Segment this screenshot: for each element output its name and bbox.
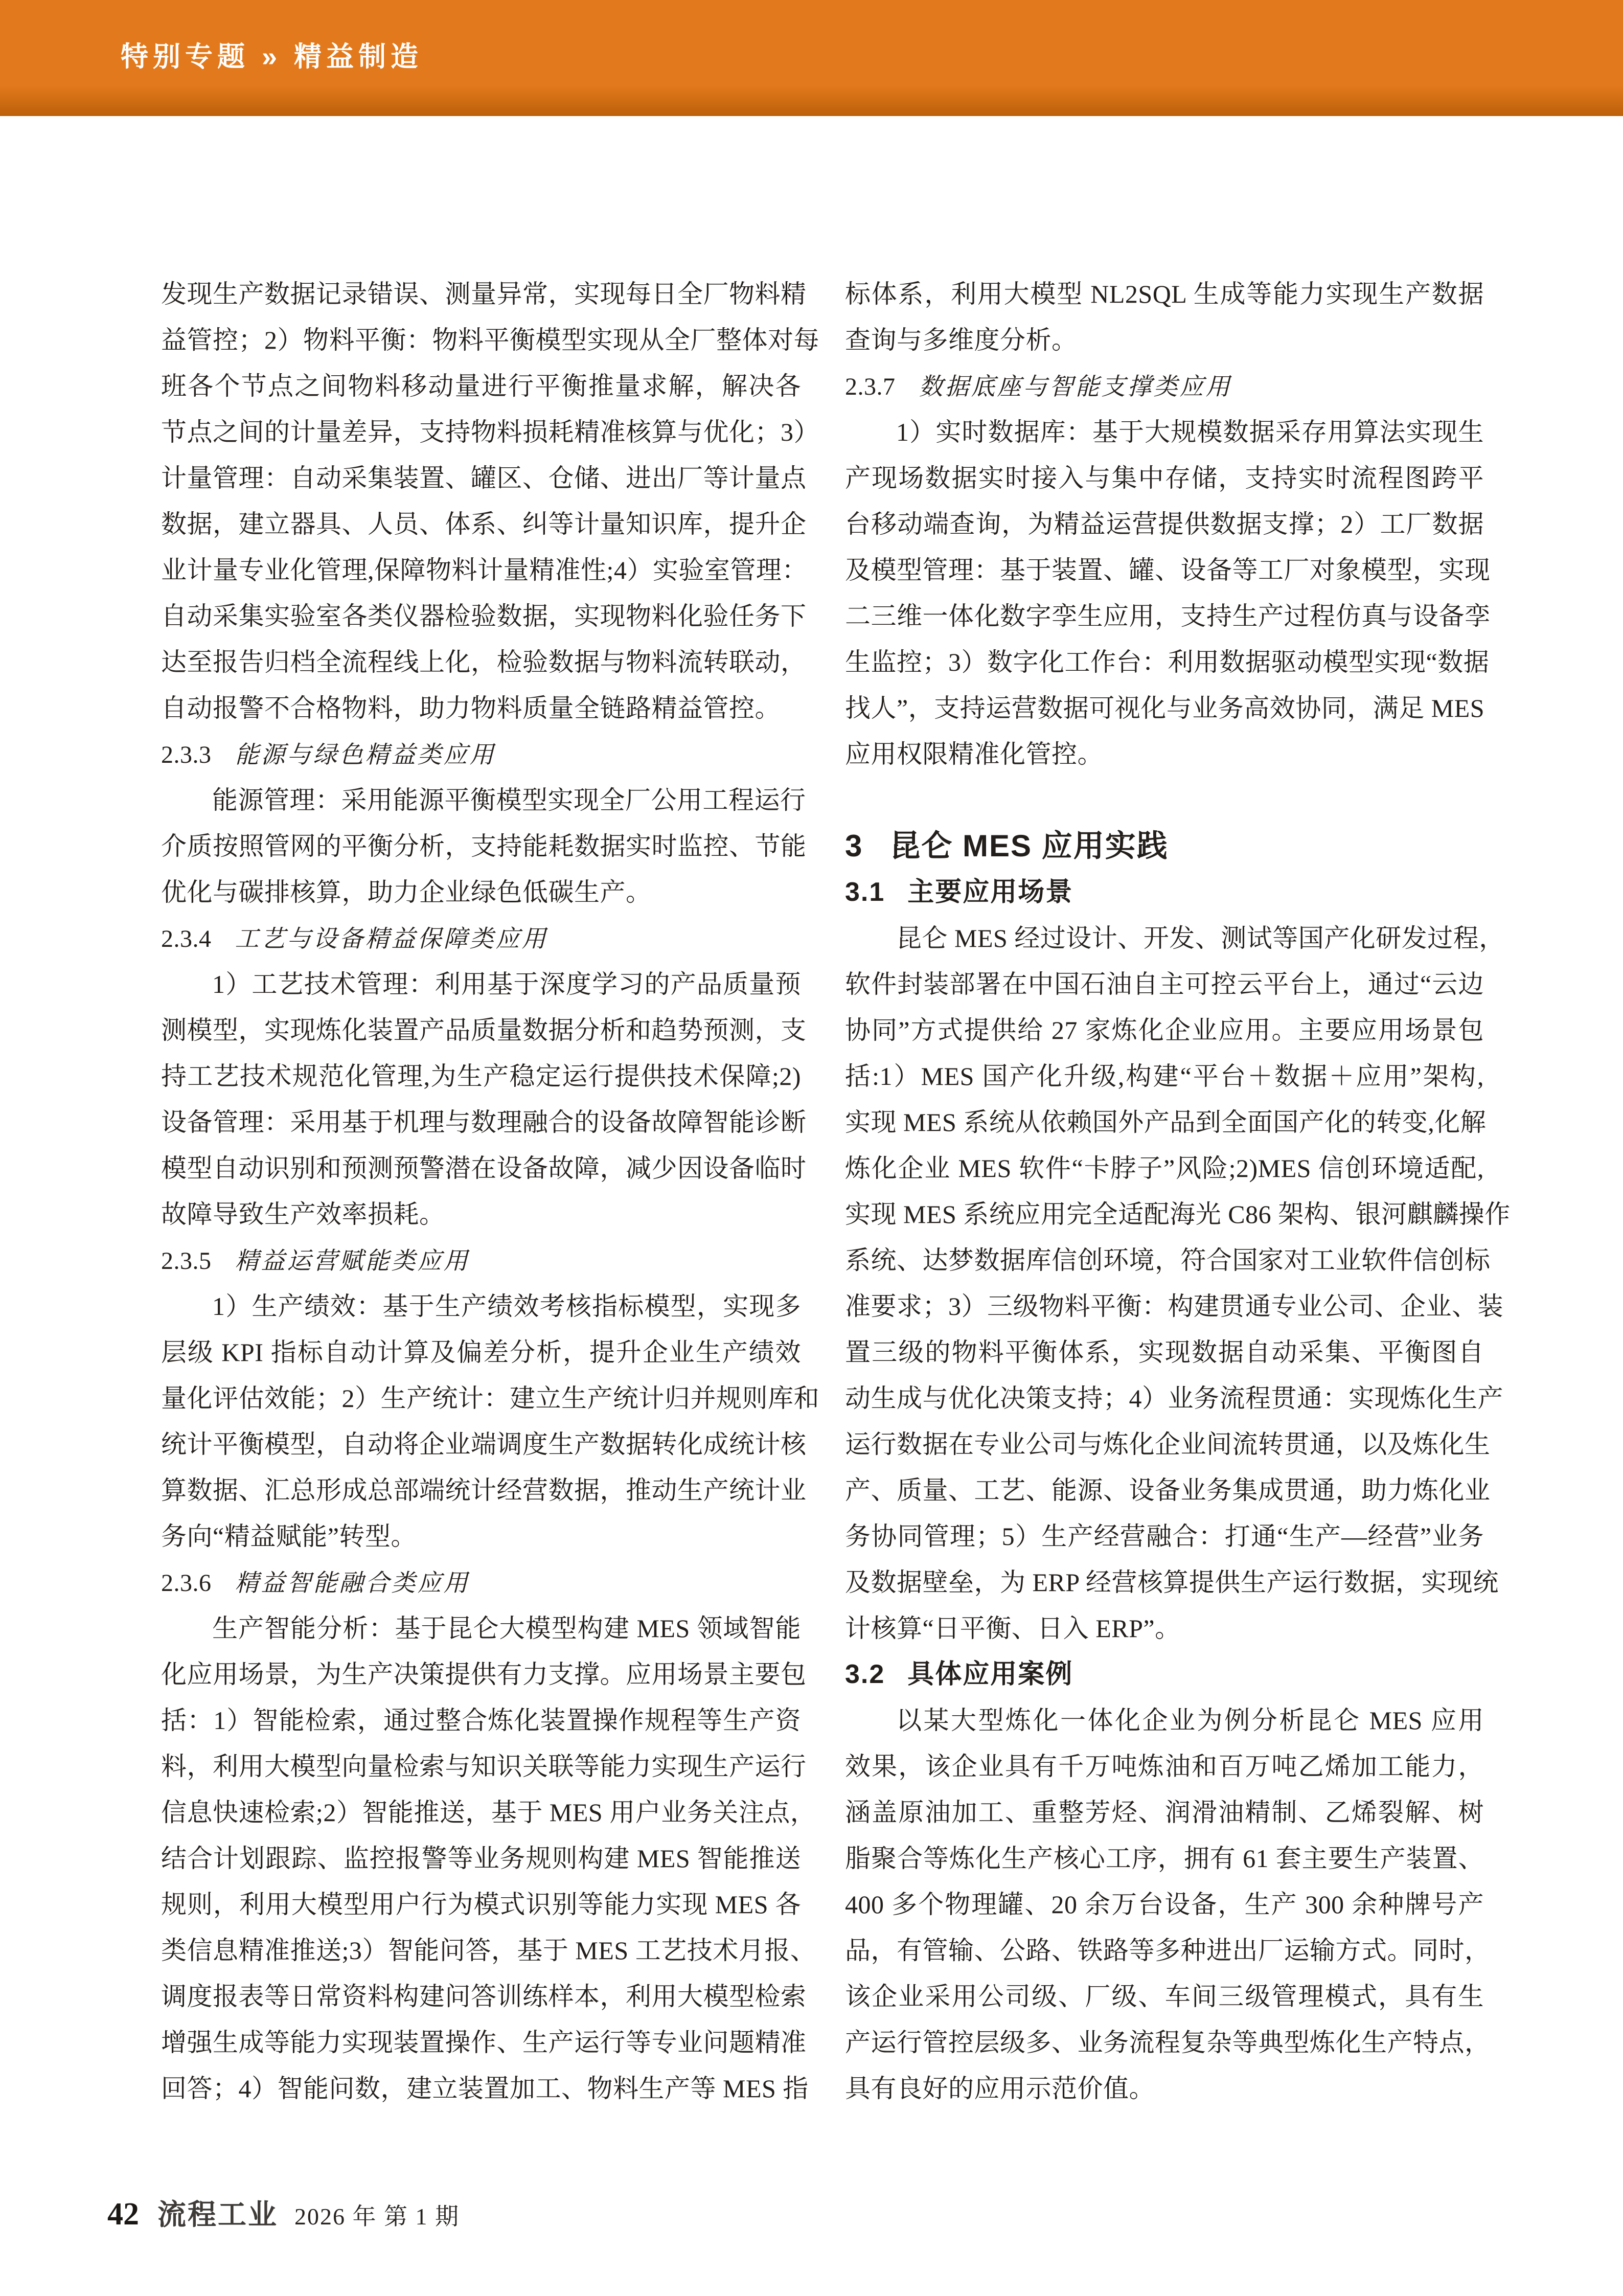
text-line: 介质按照管网的平衡分析，支持能耗数据实时监控、节能 [161,832,807,860]
text-line: 增强生成等能力实现装置操作、生产运行等专业问题精准 [161,2028,807,2057]
text-line: 400 多个物理罐、20 余万台设备，生产 300 余种牌号产 [845,1890,1484,1919]
issue-info: 2026 年 第 1 期 [294,2203,460,2230]
text-line: 达至报告归档全流程线上化，检验数据与物料流转联动， [161,648,807,676]
text-line: 业计量专业化管理,保障物料计量精准性;4）实验室管理： [161,556,808,584]
text-line: 料，利用大模型向量检索与知识关联等能力实现生产运行 [161,1752,807,1781]
chapter-heading [845,823,1484,869]
section-heading [161,1237,801,1283]
heading-title: 工艺与设备精益保障类应用 [235,926,548,952]
text-line: 规则，利用大模型用户行为模式识别等能力实现 MES 各 [161,1890,801,1919]
header-label: 特别专题 » 精益制造 [121,41,423,72]
left-column [161,271,819,2111]
text-line: 信息快速检索;2）智能推送，基于 MES 用户业务关注点， [161,1798,816,1827]
text-line: 产运行管控层级多、业务流程复杂等典型炼化生产特点， [845,2028,1491,2057]
text-line: 昆仑 MES 经过设计、开发、测试等国产化研发过程， [896,924,1505,952]
subsection-heading [845,869,1484,915]
heading-number: 3 [845,829,863,863]
text-line: 结合计划跟踪、监控报警等业务规则构建 MES 智能推送 [161,1844,801,1873]
text-line: 务向“精益赋能”转型。 [161,1522,417,1551]
text-line: 统计平衡模型，自动将企业端调度生产数据转化成统计核 [161,1430,807,1459]
text-line: 脂聚合等炼化生产核心工序，拥有 61 套主要生产装置、 [845,1844,1484,1873]
spacer [845,777,1484,823]
text-line: 优化与碳排核算，助力企业绿色低碳生产。 [161,878,652,906]
text-line: 生监控；3）数字化工作台：利用数据驱动模型实现“数据 [845,648,1490,676]
text-line: 实现 MES 系统应用完全适配海光 C86 架构、银河麒麟操作 [845,1200,1511,1229]
heading-number: 2.3.4 [161,925,212,952]
text-line: 量化评估效能；2）生产统计：建立生产统计归并规则库和 [161,1384,819,1413]
journal-name: 流程工业 [157,2199,278,2231]
text-line: 数据，建立器具、人员、体系、纠等计量知识库，提升企 [161,510,807,538]
text-line: 算数据、汇总形成总部端统计经营数据，推动生产统计业 [161,1476,807,1505]
text-line: 类信息精准推送;3）智能问答，基于 MES 工艺技术月报、 [161,1936,816,1965]
text-line: 节点之间的计量差异，支持物料损耗精准核算与优化；3） [161,418,819,446]
text-line: 应用权限精准化管控。 [845,740,1103,768]
text-line: 设备管理：采用基于机理与数理融合的设备故障智能诊断 [161,1108,807,1136]
text-line: 标体系，利用大模型 NL2SQL 生成等能力实现生产数据 [845,280,1484,308]
text-line: 自动采集实验室各类仪器检验数据，实现物料化验任务下 [161,602,807,630]
text-line: 回答；4）智能问数，建立装置加工、物料生产等 MES 指 [161,2074,809,2103]
text-line: 台移动端查询，为精益运营提供数据支撑；2）工厂数据 [845,510,1484,538]
heading-number: 2.3.6 [161,1570,212,1597]
text-line: 以某大型炼化一体化企业为例分析昆仑 MES 应用 [896,1706,1484,1735]
text-line: 找人”，支持运营数据可视化与业务高效协同，满足 MES [845,694,1484,722]
heading-title: 主要应用场景 [907,877,1073,907]
text-line: 协同”方式提供给 27 家炼化企业应用。主要应用场景包 [845,1016,1484,1044]
text-line: 务协同管理；5）生产经营融合：打通“生产—经营”业务 [845,1522,1484,1551]
text-line: 效果，该企业具有千万吨炼油和百万吨乙烯加工能力， [845,1752,1484,1781]
heading-title: 数据底座与智能支撑类应用 [919,374,1232,400]
heading-number: 2.3.7 [845,373,896,400]
text-line: 自动报警不合格物料，助力物料质量全链路精益管控。 [161,694,781,722]
text-line: 益管控；2）物料平衡：物料平衡模型实现从全厂整体对每 [161,326,819,354]
heading-title: 能源与绿色精益类应用 [235,742,496,768]
text-line: 产、质量、工艺、能源、设备业务集成贯通，助力炼化业 [845,1476,1491,1505]
heading-number: 2.3.5 [161,1247,212,1275]
section-heading [161,1559,801,1605]
text-line: 测模型，实现炼化装置产品质量数据分析和趋势预测，支 [161,1016,807,1044]
text-line: 持工艺技术规范化管理,为生产稳定运行提供技术保障;2) [161,1062,801,1090]
text-line: 1）生产绩效：基于生产绩效考核指标模型，实现多 [212,1292,801,1321]
text-line: 模型自动识别和预测预警潜在设备故障，减少因设备临时 [161,1154,807,1183]
text-line: 1）实时数据库：基于大规模数据采存用算法实现生 [896,418,1484,446]
text-line: 具有良好的应用示范价值。 [845,2074,1155,2103]
heading-number: 3.2 [845,1660,885,1689]
text-line: 括:1）MES 国产化升级,构建“平台＋数据＋应用”架构, [845,1062,1484,1090]
text-line: 涵盖原油加工、重整芳烃、润滑油精制、乙烯裂解、树 [845,1798,1484,1827]
page-number: 42 [107,2197,139,2232]
text-line: 产现场数据实时接入与集中存储，支持实时流程图跨平 [845,464,1484,492]
heading-title: 精益运营赋能类应用 [235,1248,470,1275]
heading-number: 3.1 [845,877,885,907]
text-line: 炼化企业 MES 软件“卡脖子”风险;2)MES 信创环境适配, [845,1154,1484,1183]
text-line: 层级 KPI 指标自动计算及偏差分析，提升企业生产绩效 [161,1338,801,1367]
text-line: 实现 MES 系统从依赖国外产品到全面国产化的转变,化解 [845,1108,1487,1136]
text-line: 及模型管理：基于装置、罐、设备等工厂对象模型，实现 [845,556,1491,584]
heading-title: 具体应用案例 [907,1660,1073,1689]
text-line: 故障导致生产效率损耗。 [161,1200,445,1229]
text-line: 准要求；3）三级物料平衡：构建贯通专业公司、企业、装 [845,1292,1503,1321]
text-line: 运行数据在专业公司与炼化企业间流转贯通，以及炼化生 [845,1430,1491,1459]
text-line: 及数据壁垒，为 ERP 经营核算提供生产运行数据，实现统 [845,1568,1499,1597]
text-line: 发现生产数据记录错误、测量异常，实现每日全厂物料精 [161,280,807,308]
text-line: 化应用场景，为生产决策提供有力支撑。应用场景主要包 [161,1660,807,1689]
text-line: 计核算“日平衡、日入 ERP”。 [845,1614,1181,1643]
text-line: 置三级的物料平衡体系，实现数据自动采集、平衡图自 [845,1338,1484,1367]
text-line: 调度报表等日常资料构建问答训练样本，利用大模型检索 [161,1982,807,2011]
text-line: 生产智能分析：基于昆仑大模型构建 MES 领域智能 [212,1614,801,1643]
text-line: 动生成与优化决策支持；4）业务流程贯通：实现炼化生产 [845,1384,1503,1413]
text-line: 二三维一体化数字孪生应用，支持生产过程仿真与设备孪 [845,602,1491,630]
text-line: 括：1）智能检索，通过整合炼化装置操作规程等生产资 [161,1706,801,1735]
text-line: 查询与多维度分析。 [845,326,1078,354]
section-heading [845,363,1484,409]
section-heading [161,731,801,777]
footer [107,2192,460,2243]
header-band [0,0,1623,116]
text-line: 软件封装部署在中国石油自主可控云平台上，通过“云边 [845,970,1484,998]
text-line: 1）工艺技术管理：利用基于深度学习的产品质量预 [212,970,801,998]
right-column [845,271,1511,2111]
heading-title: 昆仑 MES 应用实践 [889,829,1169,863]
text-line: 品，有管输、公路、铁路等多种进出厂运输方式。同时， [845,1936,1491,1965]
text-line: 该企业采用公司级、厂级、车间三级管理模式，具有生 [845,1982,1484,2011]
text-line: 系统、达梦数据库信创环境，符合国家对工业软件信创标 [845,1246,1491,1275]
heading-number: 2.3.3 [161,741,212,768]
subsection-heading [845,1651,1484,1697]
text-line: 能源管理：采用能源平衡模型实现全厂公用工程运行 [212,786,806,814]
heading-title: 精益智能融合类应用 [235,1570,470,1597]
text-line: 计量管理：自动采集装置、罐区、仓储、进出厂等计量点 [161,464,807,492]
text-line: 班各个节点之间物料移动量进行平衡推量求解，解决各 [161,372,801,400]
section-heading [161,915,801,961]
